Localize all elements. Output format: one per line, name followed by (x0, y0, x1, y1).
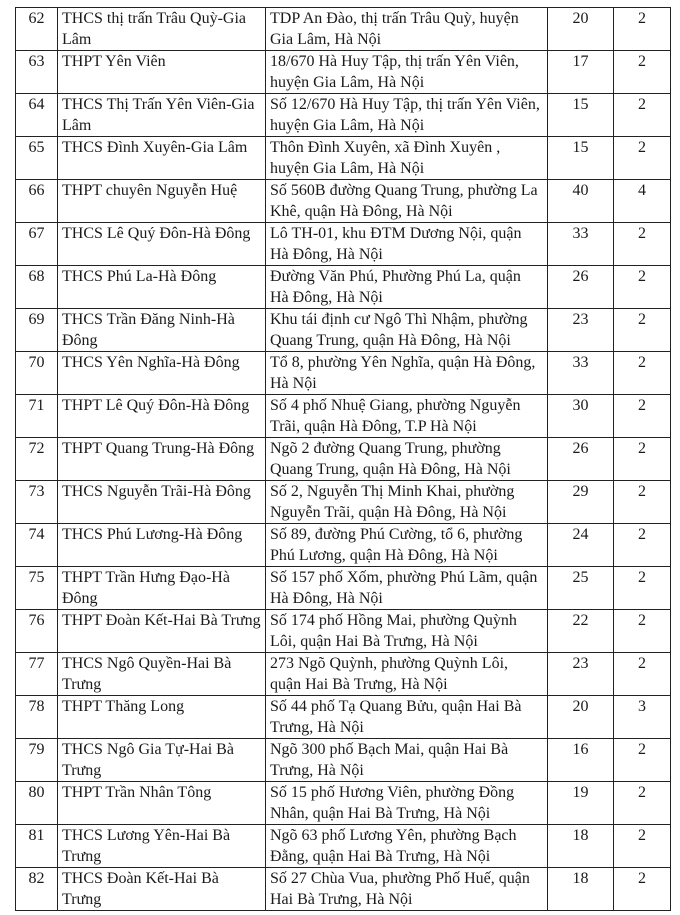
school-name: THCS Đoàn Kết-Hai Bà Trưng (58, 868, 266, 911)
count-column-4: 26 (548, 438, 614, 481)
school-name: THPT chuyên Nguyễn Huệ (58, 180, 266, 223)
row-number: 82 (16, 868, 58, 911)
school-address: Đường Văn Phú, Phường Phú La, quận Hà Đông, Hà Nội (266, 266, 548, 309)
school-address: Tổ 8, phường Yên Nghĩa, quận Hà Đông, Hà Nội (266, 352, 548, 395)
table-row (16, 782, 671, 825)
school-address: Số 2, Nguyễn Thị Minh Khai, phường Nguyễn Trãi, quận Hà Đông, Hà Nội (266, 481, 548, 524)
school-name: THCS Nguyễn Trãi-Hà Đông (58, 481, 266, 524)
count-column-5: 2 (614, 524, 671, 567)
school-address: Số 89, đường Phú Cường, tổ 6, phường Phú Lương, quận Hà Đông, Hà Nội (266, 524, 548, 567)
row-number: 75 (16, 567, 58, 610)
table-row (16, 309, 671, 352)
school-address: Số 27 Chùa Vua, phường Phố Huế, quận Hai Bà Trưng, Hà Nội (266, 868, 548, 911)
row-number: 71 (16, 395, 58, 438)
count-column-5: 2 (614, 309, 671, 352)
row-number: 73 (16, 481, 58, 524)
school-address: 273 Ngõ Quỳnh, phường Quỳnh Lôi, quận Hai Bà Trưng, Hà Nội (266, 653, 548, 696)
school-name: THPT Lê Quý Đôn-Hà Đông (58, 395, 266, 438)
count-column-4: 17 (548, 51, 614, 94)
school-name: THCS thị trấn Trâu Quỳ-Gia Lâm (58, 8, 266, 51)
count-column-4: 18 (548, 868, 614, 911)
count-column-5: 2 (614, 223, 671, 266)
school-address: Số 560B đường Quang Trung, phường La Khê, quận Hà Đông, Hà Nội (266, 180, 548, 223)
school-address: Số 15 phố Hương Viên, phường Đồng Nhân, quận Hai Bà Trưng, Hà Nội (266, 782, 548, 825)
school-address: TDP An Đào, thị trấn Trâu Quỳ, huyện Gia Lâm, Hà Nội (266, 8, 548, 51)
count-column-5: 2 (614, 782, 671, 825)
row-number: 78 (16, 696, 58, 739)
count-column-4: 16 (548, 739, 614, 782)
count-column-5: 2 (614, 739, 671, 782)
table-row (16, 610, 671, 653)
school-address: Thôn Đình Xuyên, xã Đình Xuyên , huyện Gia Lâm, Hà Nội (266, 137, 548, 180)
table-row (16, 868, 671, 911)
row-number: 65 (16, 137, 58, 180)
school-name: THPT Đoàn Kết-Hai Bà Trưng (58, 610, 266, 653)
row-number: 70 (16, 352, 58, 395)
count-column-5: 2 (614, 825, 671, 868)
row-number: 74 (16, 524, 58, 567)
row-number: 68 (16, 266, 58, 309)
school-name: THCS Lê Quý Đôn-Hà Đông (58, 223, 266, 266)
count-column-5: 2 (614, 438, 671, 481)
count-column-4: 18 (548, 825, 614, 868)
count-column-4: 30 (548, 395, 614, 438)
count-column-5: 2 (614, 481, 671, 524)
table-row (16, 696, 671, 739)
row-number: 72 (16, 438, 58, 481)
count-column-4: 26 (548, 266, 614, 309)
table-body (16, 8, 671, 911)
school-name: THCS Trần Đăng Ninh-Hà Đông (58, 309, 266, 352)
school-address: 18/670 Hà Huy Tập, thị trấn Yên Viên, huyện Gia Lâm, Hà Nội (266, 51, 548, 94)
count-column-5: 2 (614, 653, 671, 696)
school-name: THCS Lương Yên-Hai Bà Trưng (58, 825, 266, 868)
count-column-4: 15 (548, 137, 614, 180)
table-row (16, 567, 671, 610)
row-number: 76 (16, 610, 58, 653)
row-number: 81 (16, 825, 58, 868)
school-name: THCS Ngô Gia Tự-Hai Bà Trưng (58, 739, 266, 782)
school-address: Số 4 phố Nhuệ Giang, phường Nguyễn Trãi, quận Hà Đông, T.P Hà Nội (266, 395, 548, 438)
school-name: THPT Trần Hưng Đạo-Hà Đông (58, 567, 266, 610)
count-column-5: 2 (614, 610, 671, 653)
count-column-4: 29 (548, 481, 614, 524)
count-column-5: 3 (614, 696, 671, 739)
table-row (16, 94, 671, 137)
row-number: 67 (16, 223, 58, 266)
table-row (16, 51, 671, 94)
school-address: Số 157 phố Xốm, phường Phú Lãm, quận Hà Đông, Hà Nội (266, 567, 548, 610)
table-row (16, 266, 671, 309)
school-name: THCS Yên Nghĩa-Hà Đông (58, 352, 266, 395)
count-column-5: 2 (614, 137, 671, 180)
school-name: THCS Ngô Quyền-Hai Bà Trưng (58, 653, 266, 696)
table-row (16, 653, 671, 696)
count-column-5: 2 (614, 8, 671, 51)
count-column-4: 23 (548, 309, 614, 352)
school-address: Số 44 phố Tạ Quang Bửu, quận Hai Bà Trưng, Hà Nội (266, 696, 548, 739)
count-column-4: 20 (548, 8, 614, 51)
count-column-4: 33 (548, 352, 614, 395)
count-column-4: 33 (548, 223, 614, 266)
table-row (16, 739, 671, 782)
table-row (16, 438, 671, 481)
row-number: 80 (16, 782, 58, 825)
school-address: Ngõ 63 phố Lương Yên, phường Bạch Đằng, quận Hai Bà Trưng, Hà Nội (266, 825, 548, 868)
row-number: 62 (16, 8, 58, 51)
row-number: 63 (16, 51, 58, 94)
count-column-4: 25 (548, 567, 614, 610)
count-column-4: 22 (548, 610, 614, 653)
count-column-4: 40 (548, 180, 614, 223)
table-row (16, 481, 671, 524)
count-column-5: 2 (614, 51, 671, 94)
row-number: 64 (16, 94, 58, 137)
count-column-4: 24 (548, 524, 614, 567)
table-row (16, 223, 671, 266)
row-number: 77 (16, 653, 58, 696)
school-name: THCS Phú Lương-Hà Đông (58, 524, 266, 567)
school-name: THPT Yên Viên (58, 51, 266, 94)
table-row (16, 395, 671, 438)
school-name: THCS Thị Trấn Yên Viên-Gia Lâm (58, 94, 266, 137)
school-address: Số 12/670 Hà Huy Tập, thị trấn Yên Viên, huyện Gia Lâm, Hà Nội (266, 94, 548, 137)
row-number: 69 (16, 309, 58, 352)
count-column-5: 2 (614, 94, 671, 137)
table-row (16, 825, 671, 868)
count-column-4: 23 (548, 653, 614, 696)
count-column-5: 2 (614, 567, 671, 610)
table-row (16, 352, 671, 395)
count-column-4: 15 (548, 94, 614, 137)
count-column-5: 2 (614, 266, 671, 309)
count-column-4: 19 (548, 782, 614, 825)
table-row (16, 8, 671, 51)
school-name: THPT Trần Nhân Tông (58, 782, 266, 825)
count-column-5: 2 (614, 395, 671, 438)
count-column-5: 2 (614, 868, 671, 911)
count-column-4: 20 (548, 696, 614, 739)
school-address: Số 174 phố Hồng Mai, phường Quỳnh Lôi, quận Hai Bà Trưng, Hà Nội (266, 610, 548, 653)
table-row (16, 180, 671, 223)
table-row (16, 524, 671, 567)
school-table (15, 7, 671, 911)
count-column-5: 4 (614, 180, 671, 223)
school-address: Khu tái định cư Ngô Thì Nhậm, phường Quang Trung, quận Hà Đông, Hà Nội (266, 309, 548, 352)
row-number: 79 (16, 739, 58, 782)
school-address: Lô TH-01, khu ĐTM Dương Nội, quận Hà Đông, Hà Nội (266, 223, 548, 266)
school-name: THCS Đình Xuyên-Gia Lâm (58, 137, 266, 180)
count-column-5: 2 (614, 352, 671, 395)
row-number: 66 (16, 180, 58, 223)
school-address: Ngõ 300 phố Bạch Mai, quận Hai Bà Trưng, Hà Nội (266, 739, 548, 782)
school-address: Ngõ 2 đường Quang Trung, phường Quang Trung, quận Hà Đông, Hà Nội (266, 438, 548, 481)
school-name: THCS Phú La-Hà Đông (58, 266, 266, 309)
table-row (16, 137, 671, 180)
school-name: THPT Quang Trung-Hà Đông (58, 438, 266, 481)
school-name: THPT Thăng Long (58, 696, 266, 739)
